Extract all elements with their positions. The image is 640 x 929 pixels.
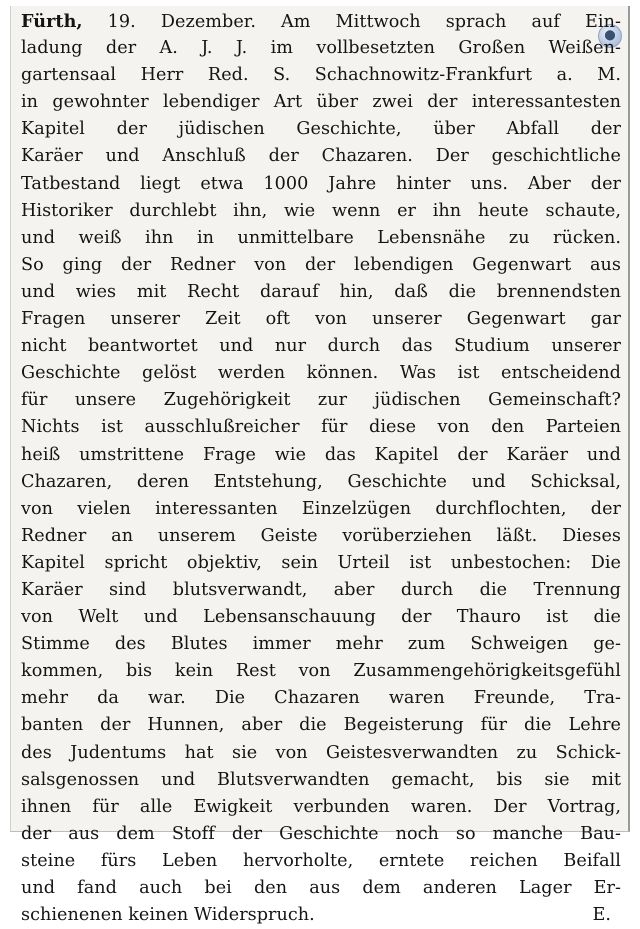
article-line: kommen, bis kein Rest von Zusammengehörigkeitsgefühl [21, 661, 621, 682]
article-line: schienenen keinen Widerspruch. E. [21, 902, 621, 929]
article-line: und weiß ihn in unmittelbare Lebensnähe zu rücken. [21, 227, 621, 248]
article-line: gartensaal Herr Red. S. Schachnowitz-Frankfurt a. M. [21, 65, 621, 86]
article-line: salsgenossen und Blutsverwandten gemacht, bis sie mit [21, 769, 621, 790]
article-line: ihnen für alle Ewigkeit verbunden waren. Der Vortrag, [21, 796, 621, 817]
article-line: Fragen unserer Zeit oft von unserer Gegenwart gar [21, 309, 621, 330]
article-line: der aus dem Stoff der Geschichte noch so manche Bau- [21, 823, 621, 844]
article-line: Tatbestand liegt etwa 1000 Jahre hinter uns. Aber der [21, 173, 621, 194]
article-line: und wies mit Recht darauf hin, daß die brennendsten [21, 281, 621, 302]
article-line: Geschichte gelöst werden können. Was ist entscheidend [21, 363, 621, 384]
article-dateline-place: Fürth, [21, 11, 83, 32]
article-line: ladung der A. J. J. im vollbesetzten Großen Weißen- [21, 38, 621, 59]
article-line: Chazaren, deren Entstehung, Geschichte und Schicksal, [21, 471, 621, 492]
article-line: und fand auch bei den aus dem anderen Lager Er- [21, 878, 621, 898]
article-line: von vielen interessanten Einzelzügen durchflochten, der [21, 498, 621, 519]
author-signature: E. [592, 905, 611, 926]
article-line: So ging der Redner von der lebendigen Gegenwart aus [21, 254, 621, 275]
edge-badge-icon: ⬤ [598, 24, 622, 48]
article-line: Historiker durchlebt ihn, wie wenn er ihn heute schaute, [21, 200, 621, 221]
article-line: Stimme des Blutes immer mehr zum Schweigen ge- [21, 634, 621, 655]
article-line: heiß umstrittene Frage wie das Kapitel der Karäer und [21, 444, 621, 465]
article-line: von Welt und Lebensanschauung der Thauro ist die [21, 607, 621, 628]
article-line: des Judentums hat sie von Geistesverwandten zu Schick- [21, 742, 621, 763]
article-line: Kapitel der jüdischen Geschichte, über Abfall der [21, 119, 621, 140]
article-line: für unsere Zugehörigkeit zur jüdischen Gemeinschaft? [21, 390, 621, 411]
article-line: Nichts ist ausschlußreicher für diese von den Parteien [21, 417, 621, 438]
article-line: banten der Hunnen, aber die Begeisterung für die Lehre [21, 715, 621, 736]
article-line: Karäer sind blutsverwandt, aber durch die Trennung [21, 579, 621, 600]
article-line: nicht beantwortet und nur durch das Studium unserer [21, 336, 621, 357]
article-line: Karäer und Anschluß der Chazaren. Der geschichtliche [21, 146, 621, 167]
article-line: Fürth, 19. Dezember. Am Mittwoch sprach auf Ein- [21, 11, 621, 32]
article-line: mehr da war. Die Chazaren waren Freunde, Tra- [21, 688, 621, 709]
article-line: Kapitel spricht objektiv, sein Urteil ist unbestochen: Die [21, 552, 621, 573]
article-line: steine fürs Leben hervorholte, erntete reichen Beifall [21, 850, 621, 871]
article-line: Redner an unserem Geiste vorüberziehen läßt. Dieses [21, 525, 621, 546]
article-body [21, 8, 621, 929]
article-line: in gewohnter lebendiger Art über zwei der interessantesten [21, 92, 621, 113]
newspaper-clipping [10, 6, 630, 926]
